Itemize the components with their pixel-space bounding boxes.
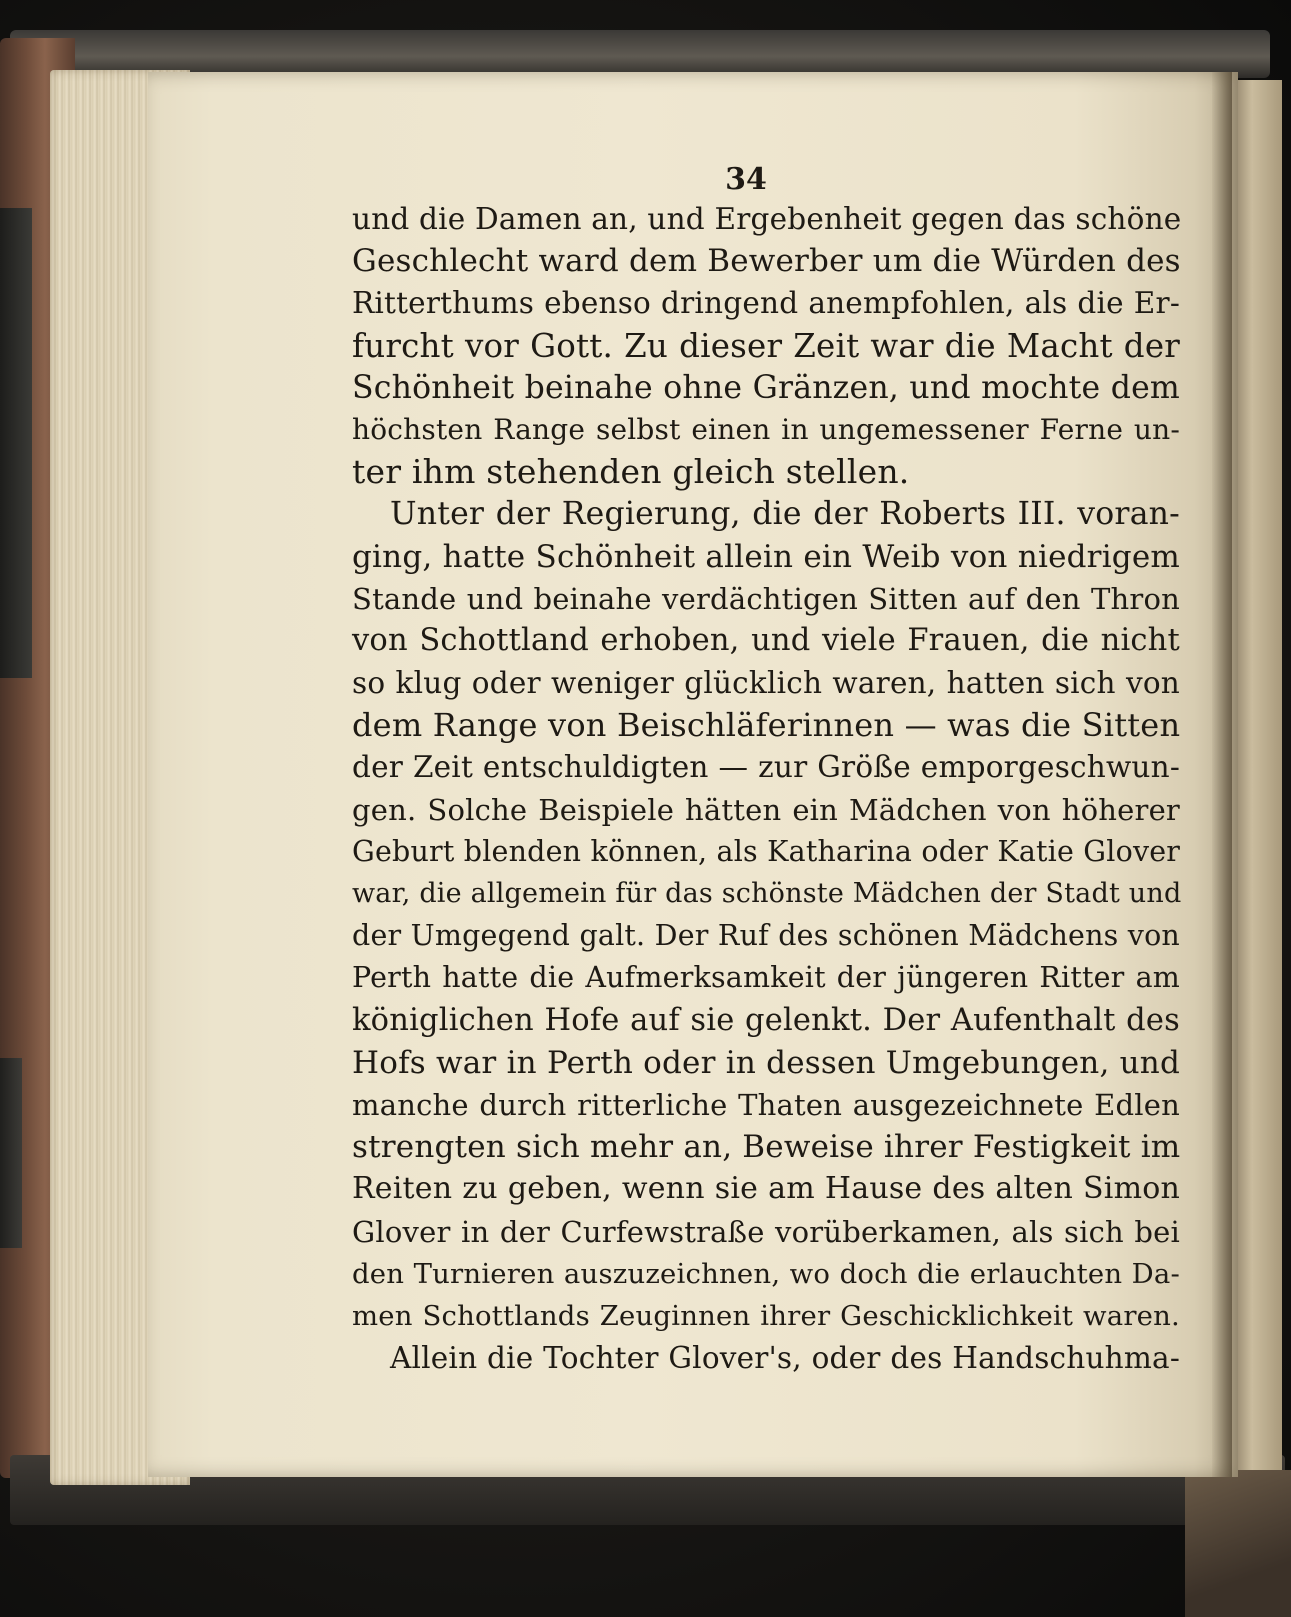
- text-line: strengten sich mehr an, Beweise ihrer Festigkeit im: [352, 1129, 1181, 1166]
- text-line: den Turnieren auszuzeichnen, wo doch die erlauchten Da-: [352, 1257, 1180, 1290]
- text-line: Ritterthums ebenso dringend anempfohlen, als die Er-: [352, 286, 1180, 321]
- opposite-page-sliver: [1232, 80, 1282, 1470]
- text-line: Allein die Tochter Glover's, oder des Handschuhma-: [390, 1341, 1180, 1376]
- text-line: men Schottlands Zeuginnen ihrer Geschicklichkeit waren.: [352, 1299, 1180, 1332]
- text-line: Glover in der Curfewstraße vorüberkamen, als sich bei: [352, 1214, 1180, 1249]
- text-line: königlichen Hofe auf sie gelenkt. Der Aufenthalt des: [352, 1002, 1180, 1038]
- text-line: der Umgegend galt. Der Ruf des schönen Mädchens von: [352, 919, 1180, 953]
- text-line: höchsten Range selbst einen in ungemessener Ferne un-: [352, 412, 1180, 446]
- text-line: Schönheit beinahe ohne Gränzen, und mochte dem: [352, 369, 1180, 406]
- page-number: 34: [725, 162, 767, 197]
- text-line: manche durch ritterliche Thaten ausgezeichnete Edlen: [352, 1087, 1180, 1122]
- page-gutter-shadow: [1212, 72, 1232, 1477]
- text-line: ter ihm stehenden gleich stellen.: [352, 452, 910, 492]
- text-line: Stande und beinahe verdächtigen Sitten auf den Thron: [352, 581, 1180, 616]
- text-line: von Schottland erhoben, und viele Frauen, die nicht: [352, 622, 1180, 658]
- text-line: so klug oder weniger glücklich waren, hatten sich von: [352, 666, 1180, 701]
- text-line: ging, hatte Schönheit allein ein Weib von niedrigem: [352, 538, 1180, 575]
- text-line: Perth hatte die Aufmerksamkeit der jüngeren Ritter am: [352, 961, 1180, 995]
- text-line: und die Damen an, und Ergebenheit gegen das schöne: [352, 202, 1182, 236]
- text-line: der Zeit entschuldigten — zur Größe emporgeschwun-: [352, 750, 1180, 785]
- cover-dark-patch: [0, 1058, 22, 1248]
- page-text-block: [352, 160, 1180, 1379]
- text-line: furcht vor Gott. Zu dieser Zeit war die Macht der: [352, 326, 1180, 365]
- text-line: dem Range von Beischläferinnen — was die Sitten: [352, 706, 1181, 745]
- text-line: Reiten zu geben, wenn sie am Hause des alten Simon: [352, 1171, 1180, 1207]
- text-line: gen. Solche Beispiele hätten ein Mädchen von höherer: [352, 792, 1180, 827]
- text-line: Geschlecht ward dem Bewerber um die Würden des: [352, 243, 1181, 280]
- text-line: war, die allgemein für das schönste Mädchen der Stadt und: [352, 878, 1182, 909]
- cover-dark-patch: [0, 208, 32, 678]
- binding-strap: [1185, 1470, 1291, 1617]
- text-line: Unter der Regierung, die der Roberts III. voran-: [390, 496, 1180, 533]
- text-line: Geburt blenden können, als Katharina oder Katie Glover: [352, 834, 1181, 868]
- book-cover-top-edge: [10, 30, 1270, 78]
- text-line: Hofs war in Perth oder in dessen Umgebungen, und: [352, 1044, 1180, 1081]
